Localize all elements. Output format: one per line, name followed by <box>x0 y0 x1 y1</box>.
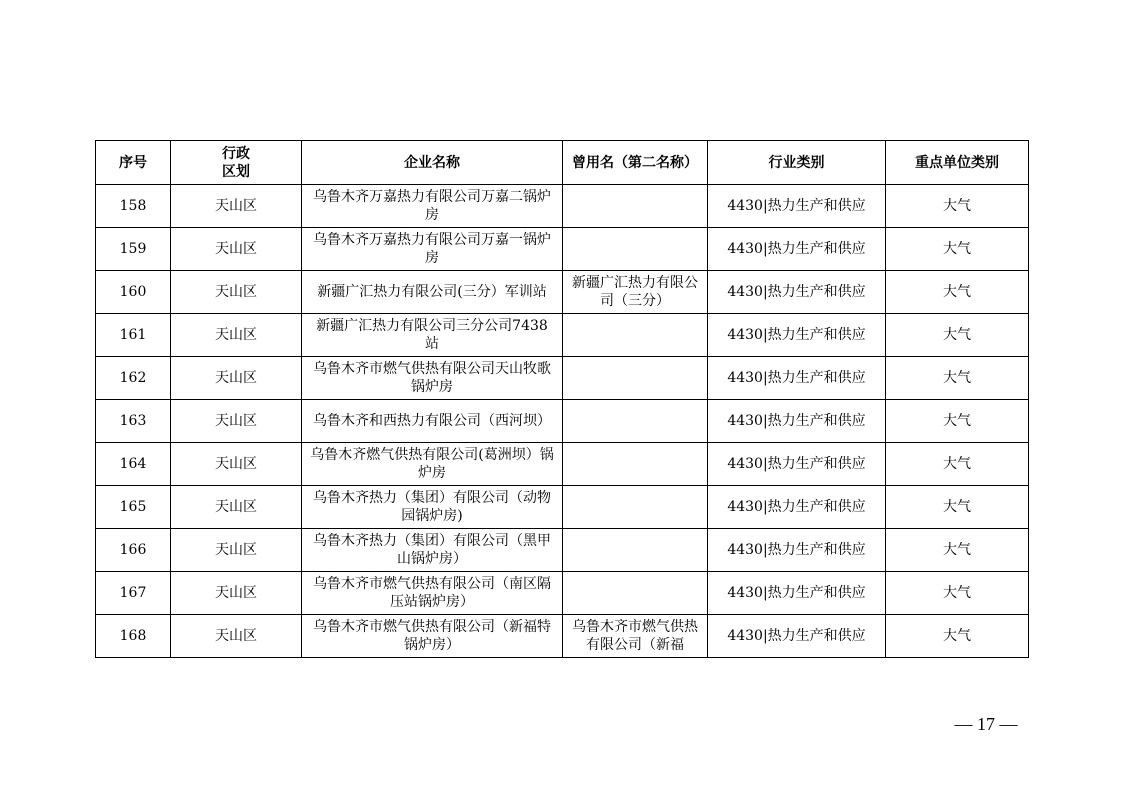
table-row <box>96 572 1029 615</box>
cell-former-name <box>563 357 708 400</box>
table-row <box>96 615 1029 658</box>
cell-company-name <box>302 572 563 615</box>
cell-company-name <box>302 400 563 443</box>
cell-company-name-text: 乌鲁木齐燃气供热有限公司(葛洲坝）锅炉房 <box>310 447 554 481</box>
cell-company-name <box>302 228 563 271</box>
cell-district-text: 天山区 <box>215 585 257 601</box>
cell-serial-number <box>96 443 171 486</box>
cell-serial-number-text: 160 <box>119 284 147 300</box>
table-body <box>96 185 1029 658</box>
cell-key-unit-category-text: 大气 <box>943 241 971 257</box>
cell-key-unit-category-text: 大气 <box>943 628 971 644</box>
cell-serial-number-text: 159 <box>119 241 147 257</box>
cell-key-unit-category-text: 大气 <box>943 585 971 601</box>
header-key-unit-category: 重点单位类别 <box>886 141 1029 185</box>
cell-district <box>171 314 302 357</box>
cell-district-text: 天山区 <box>215 499 257 515</box>
cell-district <box>171 486 302 529</box>
table-row <box>96 486 1029 529</box>
cell-industry <box>708 314 886 357</box>
cell-company-name-text: 新疆广汇热力有限公司(三分）军训站 <box>317 284 547 300</box>
cell-key-unit-category <box>886 400 1029 443</box>
cell-key-unit-category-text: 大气 <box>943 198 971 214</box>
cell-company-name-text: 乌鲁木齐万嘉热力有限公司万嘉一锅炉房 <box>313 232 551 266</box>
cell-industry-text: 4430|热力生产和供应 <box>727 499 866 515</box>
table-row <box>96 529 1029 572</box>
cell-industry <box>708 400 886 443</box>
cell-district-text: 天山区 <box>215 327 257 343</box>
enterprise-table-container <box>95 140 1028 658</box>
cell-district-text: 天山区 <box>215 413 257 429</box>
cell-serial-number <box>96 400 171 443</box>
cell-former-name <box>563 185 708 228</box>
header-industry: 行业类别 <box>708 141 886 185</box>
cell-company-name-text: 乌鲁木齐市燃气供热有限公司（南区隔压站锅炉房） <box>313 576 551 610</box>
cell-serial-number <box>96 615 171 658</box>
cell-key-unit-category-text: 大气 <box>943 413 971 429</box>
cell-serial-number-text: 164 <box>119 456 147 472</box>
cell-key-unit-category <box>886 185 1029 228</box>
enterprise-table <box>95 140 1029 658</box>
header-former-name: 曾用名（第二名称） <box>563 141 708 185</box>
table-row <box>96 400 1029 443</box>
cell-district <box>171 400 302 443</box>
cell-district <box>171 357 302 400</box>
cell-company-name <box>302 443 563 486</box>
cell-company-name-text: 乌鲁木齐热力（集团）有限公司（黑甲山锅炉房） <box>313 533 551 567</box>
cell-company-name <box>302 271 563 314</box>
cell-serial-number-text: 166 <box>119 542 147 558</box>
cell-serial-number <box>96 572 171 615</box>
cell-industry-text: 4430|热力生产和供应 <box>727 628 866 644</box>
cell-industry-text: 4430|热力生产和供应 <box>727 241 866 257</box>
cell-district <box>171 572 302 615</box>
cell-industry-text: 4430|热力生产和供应 <box>727 198 866 214</box>
cell-serial-number <box>96 185 171 228</box>
cell-serial-number <box>96 314 171 357</box>
cell-company-name <box>302 615 563 658</box>
header-company-name: 企业名称 <box>302 141 563 185</box>
table-row <box>96 443 1029 486</box>
table-row <box>96 228 1029 271</box>
table-row <box>96 271 1029 314</box>
cell-former-name <box>563 443 708 486</box>
cell-former-name-text: 乌鲁木齐市燃气供热有限公司（新福 <box>572 619 698 653</box>
cell-former-name <box>563 314 708 357</box>
cell-serial-number-text: 167 <box>119 585 147 601</box>
cell-key-unit-category <box>886 314 1029 357</box>
cell-serial-number-text: 161 <box>119 327 147 343</box>
cell-company-name <box>302 529 563 572</box>
cell-district <box>171 228 302 271</box>
cell-serial-number <box>96 228 171 271</box>
cell-industry-text: 4430|热力生产和供应 <box>727 370 866 386</box>
cell-key-unit-category <box>886 572 1029 615</box>
header-serial-number: 序号 <box>96 141 171 185</box>
cell-former-name <box>563 615 708 658</box>
cell-district <box>171 271 302 314</box>
cell-key-unit-category-text: 大气 <box>943 370 971 386</box>
header-district-text: 行政 区划 <box>222 145 250 180</box>
cell-district-text: 天山区 <box>215 370 257 386</box>
cell-key-unit-category-text: 大气 <box>943 327 971 343</box>
cell-serial-number <box>96 486 171 529</box>
cell-company-name-text: 乌鲁木齐市燃气供热有限公司天山牧歌锅炉房 <box>313 361 551 395</box>
table-row <box>96 357 1029 400</box>
cell-serial-number <box>96 529 171 572</box>
cell-industry <box>708 271 886 314</box>
cell-former-name <box>563 228 708 271</box>
cell-key-unit-category <box>886 615 1029 658</box>
page-number: — 17 — <box>954 714 1018 734</box>
cell-former-name <box>563 529 708 572</box>
cell-district <box>171 529 302 572</box>
cell-former-name <box>563 271 708 314</box>
cell-industry <box>708 529 886 572</box>
cell-industry <box>708 357 886 400</box>
cell-district-text: 天山区 <box>215 198 257 214</box>
cell-company-name-text: 乌鲁木齐万嘉热力有限公司万嘉二锅炉房 <box>313 189 551 223</box>
cell-district-text: 天山区 <box>215 542 257 558</box>
cell-company-name-text: 乌鲁木齐市燃气供热有限公司（新福特锅炉房） <box>313 619 551 653</box>
table-row <box>96 314 1029 357</box>
cell-serial-number-text: 168 <box>119 628 147 644</box>
cell-industry <box>708 572 886 615</box>
cell-company-name-text: 乌鲁木齐热力（集团）有限公司（动物园锅炉房) <box>313 490 551 524</box>
header-district <box>171 141 302 185</box>
cell-company-name-text: 乌鲁木齐和西热力有限公司（西河坝） <box>313 413 551 429</box>
cell-serial-number <box>96 271 171 314</box>
cell-key-unit-category <box>886 443 1029 486</box>
cell-key-unit-category <box>886 486 1029 529</box>
cell-industry <box>708 228 886 271</box>
cell-district <box>171 185 302 228</box>
cell-company-name-text: 新疆广汇热力有限公司三分公司7438站 <box>316 318 548 352</box>
cell-serial-number-text: 162 <box>119 370 147 386</box>
table-header-row <box>96 141 1029 185</box>
cell-company-name <box>302 357 563 400</box>
cell-district <box>171 615 302 658</box>
cell-key-unit-category <box>886 529 1029 572</box>
cell-key-unit-category <box>886 228 1029 271</box>
cell-industry-text: 4430|热力生产和供应 <box>727 413 866 429</box>
cell-district-text: 天山区 <box>215 284 257 300</box>
cell-district-text: 天山区 <box>215 241 257 257</box>
cell-industry <box>708 615 886 658</box>
cell-former-name <box>563 572 708 615</box>
cell-company-name <box>302 486 563 529</box>
cell-key-unit-category-text: 大气 <box>943 542 971 558</box>
cell-district <box>171 443 302 486</box>
cell-former-name <box>563 400 708 443</box>
cell-industry-text: 4430|热力生产和供应 <box>727 327 866 343</box>
cell-industry-text: 4430|热力生产和供应 <box>727 456 866 472</box>
table-row <box>96 185 1029 228</box>
cell-industry-text: 4430|热力生产和供应 <box>727 542 866 558</box>
cell-serial-number-text: 165 <box>119 499 147 515</box>
cell-industry-text: 4430|热力生产和供应 <box>727 585 866 601</box>
cell-key-unit-category <box>886 357 1029 400</box>
cell-former-name <box>563 486 708 529</box>
cell-company-name <box>302 314 563 357</box>
cell-key-unit-category <box>886 271 1029 314</box>
cell-industry <box>708 486 886 529</box>
cell-company-name <box>302 185 563 228</box>
cell-key-unit-category-text: 大气 <box>943 499 971 515</box>
cell-key-unit-category-text: 大气 <box>943 456 971 472</box>
cell-former-name-text: 新疆广汇热力有限公司（三分） <box>572 275 698 309</box>
cell-serial-number-text: 163 <box>119 413 147 429</box>
cell-industry-text: 4430|热力生产和供应 <box>727 284 866 300</box>
cell-district-text: 天山区 <box>215 628 257 644</box>
cell-serial-number-text: 158 <box>119 198 147 214</box>
cell-serial-number <box>96 357 171 400</box>
cell-district-text: 天山区 <box>215 456 257 472</box>
cell-key-unit-category-text: 大气 <box>943 284 971 300</box>
cell-industry <box>708 443 886 486</box>
cell-industry <box>708 185 886 228</box>
